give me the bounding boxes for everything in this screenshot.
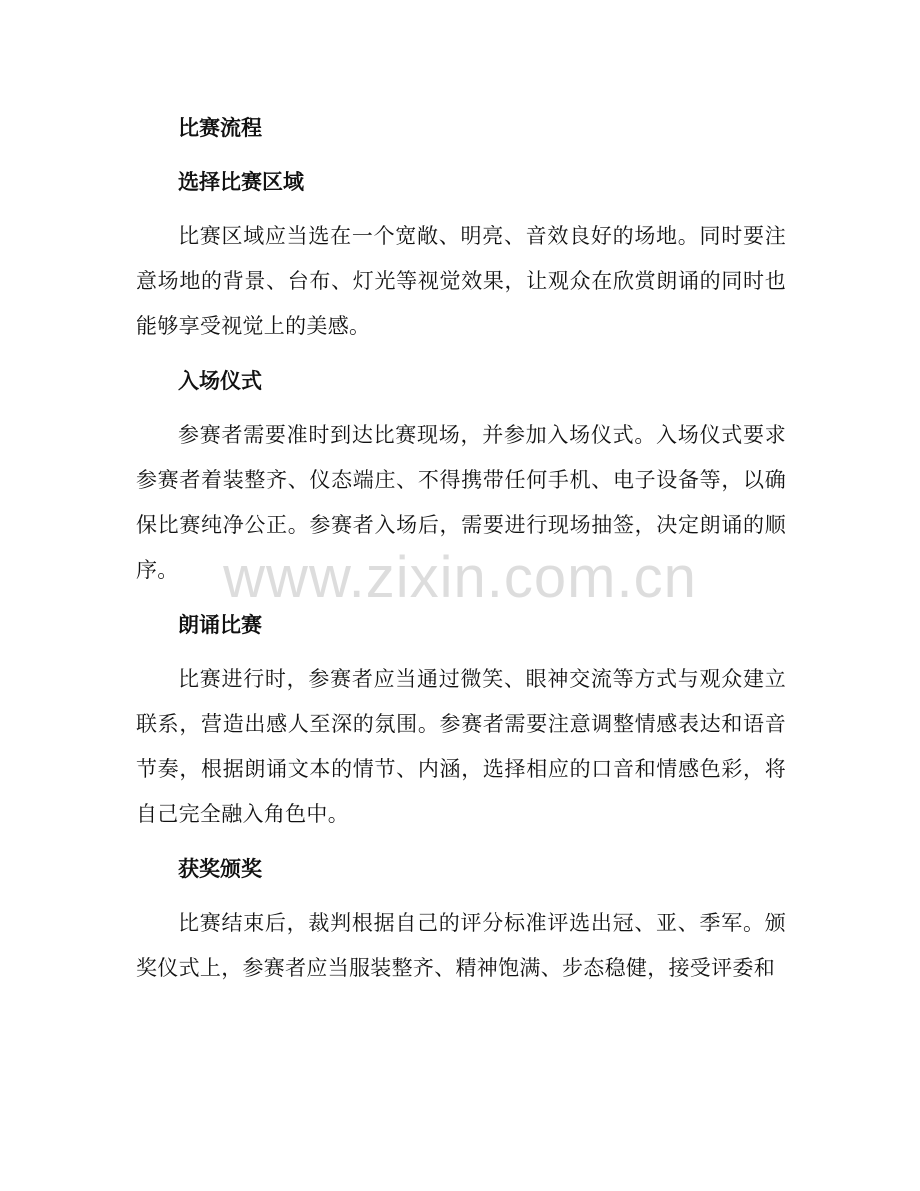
section-paragraph: 比赛区域应当选在一个宽敞、明亮、音效良好的场地。同时要注意场地的背景、台布、灯光等视觉效果，让观众在欣赏朗诵的同时也能够享受视觉上的美感。 [136, 224, 786, 338]
section-paragraph: 比赛进行时，参赛者应当通过微笑、眼神交流等方式与观众建立联系，营造出感人至深的氛围。参赛者需要注意调整情感表达和语音节奏，根据朗诵文本的情节、内涵，选择相应的口音和情感色彩，将自己完全融入角色中。 [136, 667, 786, 826]
section-heading: 入场仪式 [178, 369, 262, 393]
document-title: 比赛流程 [178, 116, 262, 140]
section-heading: 获奖颁奖 [178, 857, 262, 881]
section-heading: 选择比赛区域 [178, 170, 304, 194]
document-content [136, 106, 786, 1001]
section-paragraph: 比赛结束后，裁判根据自己的评分标准评选出冠、亚、季军。颁奖仪式上，参赛者应当服装整齐、精神饱满、步态稳健，接受评委和 [136, 911, 786, 980]
watermark-text: www.zixin.com.cn [223, 545, 697, 610]
section-heading: 朗诵比赛 [178, 613, 262, 637]
section-paragraph: 参赛者需要准时到达比赛现场，并参加入场仪式。入场仪式要求参赛者着装整齐、仪态端庄、不得携带任何手机、电子设备等，以确保比赛纯净公正。参赛者入场后，需要进行现场抽签，决定朗诵的顺序。 [136, 423, 786, 582]
